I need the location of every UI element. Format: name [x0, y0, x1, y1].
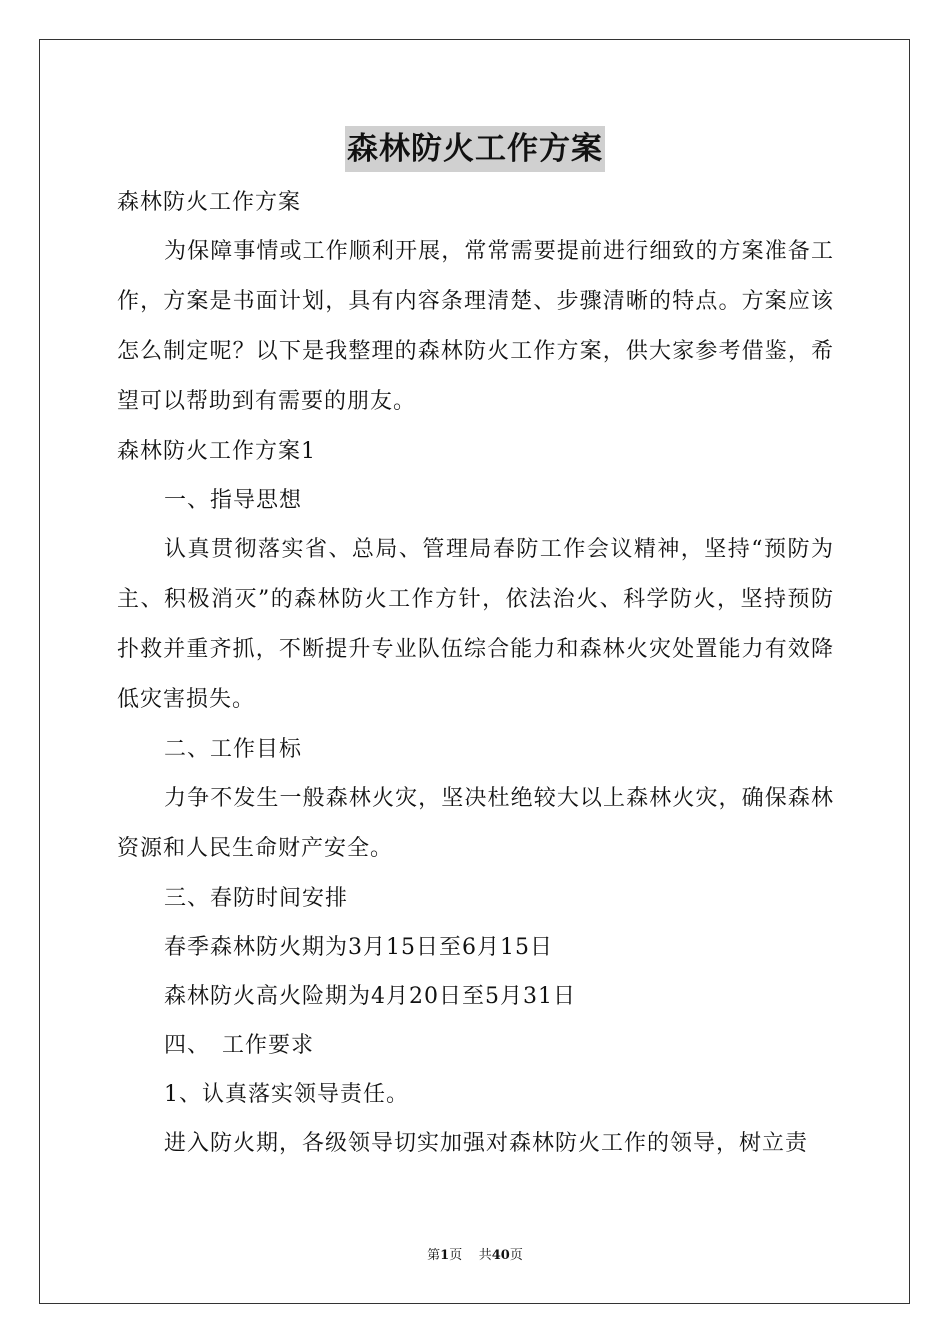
heading-guiding-ideology: 一、指导思想: [164, 488, 303, 513]
subtitle: 森林防火工作方案: [117, 190, 302, 215]
footer-total-prefix: 共: [478, 1248, 492, 1263]
section-title: 森林防火工作方案1: [117, 439, 316, 464]
schedule-high-risk: 森林防火高火险期为4月20日至5月31日: [164, 984, 576, 1009]
heading-schedule: 三、春防时间安排: [164, 886, 349, 911]
footer-page-prefix: 第: [427, 1248, 441, 1263]
intro-paragraph: 为保障事情或工作顺利开展，常常需要提前进行细致的方案准备工作，方案是书面计划，具有内容条理清楚、步骤清晰的特点。方案应该怎么制定呢？以下是我整理的森林防火工作方案，供大家参考借鉴，希望可以帮助到有需要的朋友。: [117, 239, 834, 414]
page-footer: [0, 1246, 950, 1266]
heading-work-goals: 二、工作目标: [164, 737, 303, 762]
requirement-1-text: 进入防火期，各级领导切实加强对森林防火工作的领导，树立责: [164, 1131, 809, 1156]
document-title: 森林防火工作方案: [345, 126, 605, 172]
paragraph-work-goals: 力争不发生一般森林火灾，坚决杜绝较大以上森林火灾，确保森林资源和人民生命财产安全。: [117, 786, 834, 861]
requirement-1-heading: 1、认真落实领导责任。: [164, 1082, 409, 1107]
schedule-fire-season: 春季森林防火期为3月15日至6月15日: [164, 935, 553, 960]
document-body: [117, 178, 834, 1168]
footer-page-suffix: 页: [449, 1248, 463, 1263]
footer-total-suffix: 页: [509, 1248, 523, 1263]
footer-total-number: 40: [491, 1248, 510, 1263]
title-wrap: [0, 126, 950, 172]
footer-page-number: 1: [440, 1248, 450, 1263]
heading-requirements: 四、 工作要求: [164, 1033, 315, 1058]
paragraph-guiding-ideology: 认真贯彻落实省、总局、管理局春防工作会议精神，坚持“预防为主、积极消灭”的森林防火工作方针，依法治火、科学防火，坚持预防扑救并重齐抓，不断提升专业队伍综合能力和森林火灾处置能力有效降低灾害损失。: [117, 537, 834, 712]
